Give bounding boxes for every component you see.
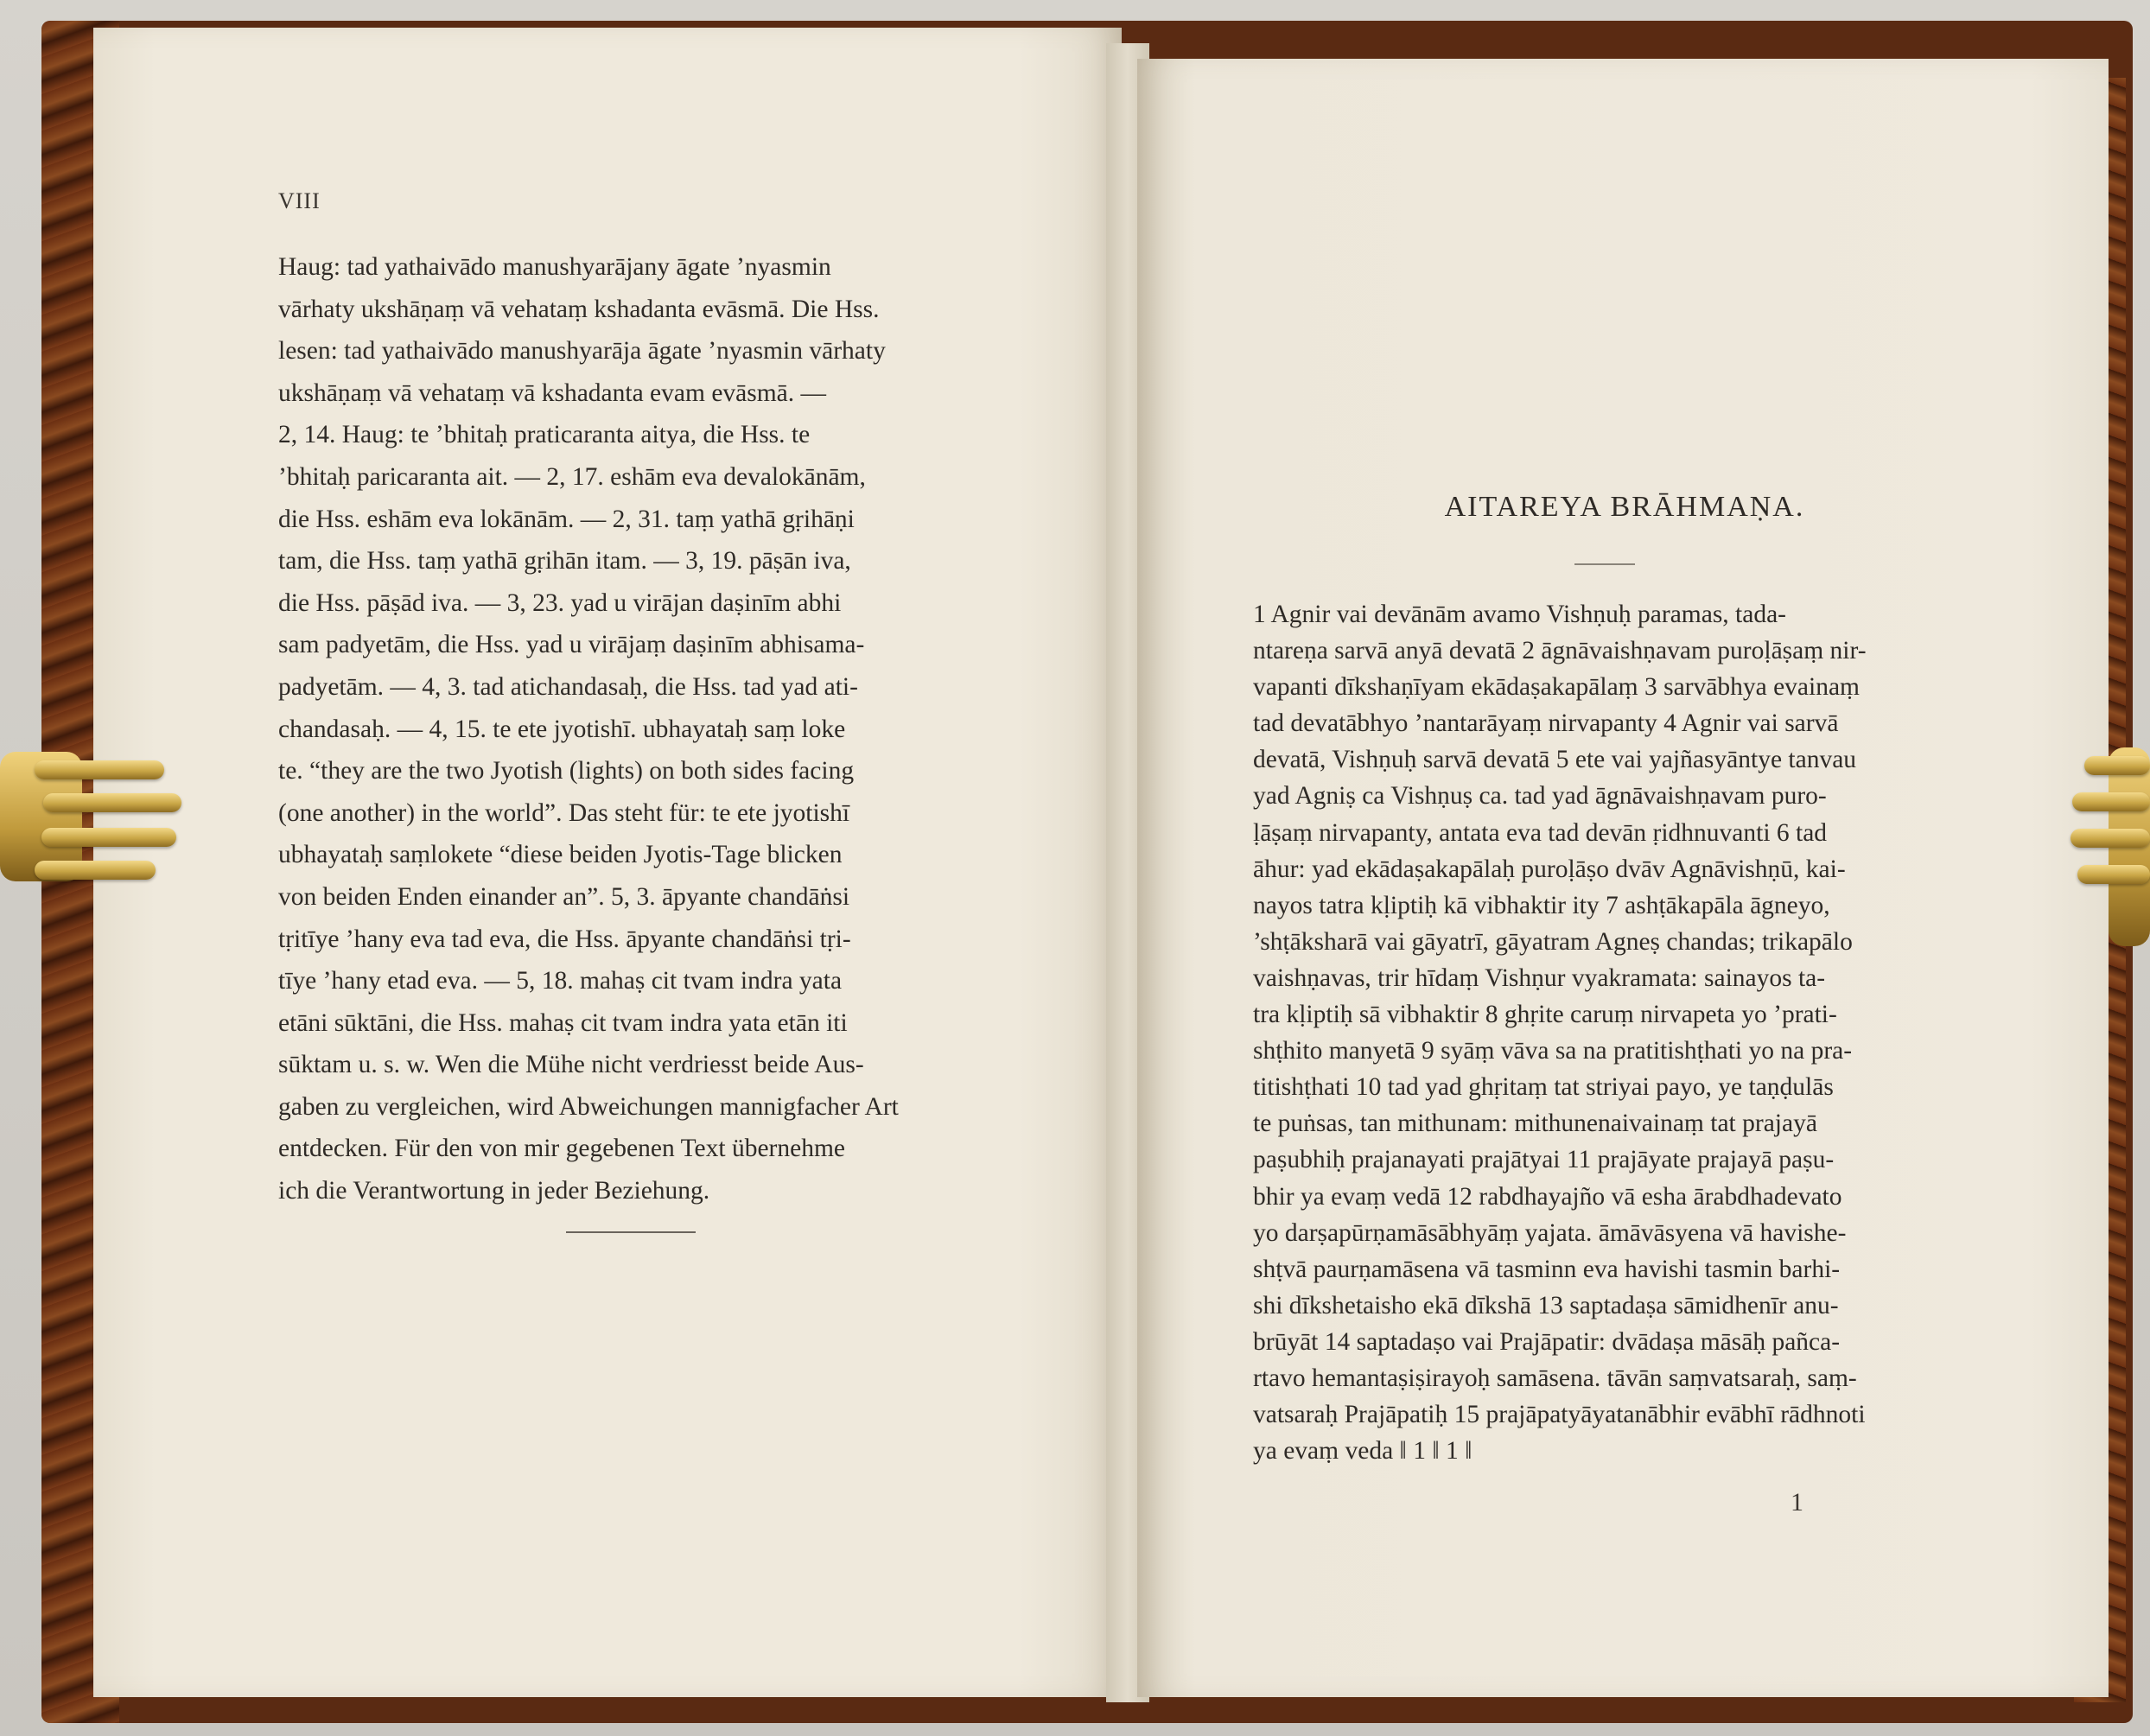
right-text-line: shi dīkshetaisho ekā dīkshā 13 saptadaṣa sāmidhenīr anu- bbox=[1253, 1291, 1839, 1319]
right-text-line: yad Agniṣ ca Vishṇuṣ ca. tad yad āgnāvaishṇavam puro- bbox=[1253, 782, 1827, 811]
right-text-line: paṣubhiḥ prajanayati prajātyai 11 prajāyate prajayā paṣu- bbox=[1253, 1146, 1835, 1174]
left-page-number: VIII bbox=[278, 188, 321, 213]
chapter-title: AITAREYA BRĀHMAṆA. bbox=[1444, 491, 1805, 523]
right-page-number: 1 bbox=[1791, 1488, 1803, 1517]
right-text-line: ya evaṃ veda ǁ 1 ǁ 1 ǁ bbox=[1253, 1437, 1473, 1466]
left-text-line: (one another) in the world”. Das steht für: te ete jyotishī bbox=[278, 798, 850, 827]
right-text-line: brūyāt 14 saptadaṣo vai Prajāpatir: dvādaṣa māsāḥ pañca- bbox=[1253, 1327, 1841, 1356]
right-text-line: tra kḷiptiḥ sā vibhaktir 8 ghṛite caruṃ nirvapeta yo ’prati- bbox=[1253, 1001, 1837, 1029]
right-text-line: bhir ya evaṃ vedā 12 rabdhayajño vā esha ārabdhadevato bbox=[1253, 1182, 1842, 1211]
left-text-line: die Hss. eshām eva lokānām. — 2, 31. taṃ yathā gṛihāṇi bbox=[278, 505, 855, 533]
left-text-line: Haug: tad yathaivādo manushyarājany āgate ’nyasmin bbox=[278, 253, 831, 281]
brass-clip-right bbox=[2065, 722, 2150, 963]
right-text-line: rtavo hemantaṣiṣirayoḥ samāsena. tāvān saṃvatsaraḥ, saṃ- bbox=[1253, 1364, 1857, 1392]
right-text-line: titishṭhati 10 tad yad ghṛitaṃ tat striyai payo, ye taṇḍulās bbox=[1253, 1073, 1834, 1102]
right-text-line: yo darṣapūrṇamāsābhyāṃ yajata. āmāvāsyena vā havishe- bbox=[1253, 1218, 1847, 1247]
right-text-line: nayos tatra kḷiptiḥ kā vibhaktir ity 7 ashṭākapāla āgneyo, bbox=[1253, 891, 1830, 919]
right-text-line: ntareṇa sarvā anyā devatā 2 āgnāvaishṇavam puroḷāṣaṃ nir- bbox=[1253, 637, 1867, 665]
right-text-line: 1 Agnir vai devānām avamo Vishṇuḥ paramas, tada- bbox=[1253, 601, 1787, 628]
left-text-line: sūktam u. s. w. Wen die Mühe nicht verdriesst beide Aus- bbox=[278, 1051, 864, 1079]
left-page-text bbox=[278, 246, 995, 1212]
right-text-line: shṭvā paurṇamāsena vā tasminn eva havishi tasmin barhi- bbox=[1253, 1255, 1841, 1283]
left-text-line: ’bhitaḥ paricaranta ait. — 2, 17. eshām eva devalokānām, bbox=[278, 462, 866, 491]
left-text-line: ukshāṇaṃ vā vehataṃ vā kshadanta evam evāsmā. — bbox=[278, 378, 827, 407]
right-text-line: tad devatābhyo ’nantarāyaṃ nirvapanty 4 Agnir vai sarvā bbox=[1253, 709, 1839, 738]
left-text-line: tam, die Hss. taṃ yathā gṛihān itam. — 3, 19. pāṣān iva, bbox=[278, 547, 851, 575]
left-text-line: von beiden Enden einander an”. 5, 3. āpyante chandāṅsi bbox=[278, 882, 850, 911]
right-text-line: ḷāṣaṃ nirvapanty, antata eva tad devān ṛidhnuvanti 6 tad bbox=[1253, 818, 1828, 847]
right-text-line: vaishṇavas, trir hīdaṃ Vishṇur vyakramata: sainayos ta- bbox=[1253, 963, 1826, 992]
left-text-line: tīye ’hany etad eva. — 5, 18. mahaṣ cit tvam indra yata bbox=[278, 967, 843, 995]
left-text-line: lesen: tad yathaivādo manushyarāja āgate ’nyasmin vārhaty bbox=[278, 337, 886, 366]
right-text-line: te puṅsas, tan mithunam: mithunenaivainaṃ tat prajayā bbox=[1253, 1110, 1817, 1138]
right-text-line: āhur: yad ekādaṣakapālaḥ puroḷāṣo dvāv Agnāvishṇū, kai- bbox=[1253, 855, 1846, 883]
left-text-line: die Hss. pāṣād iva. — 3, 23. yad u virājan daṣinīm abhi bbox=[278, 588, 842, 617]
left-text-line: chandasaḥ. — 4, 15. te ete jyotishī. ubhayataḥ saṃ loke bbox=[278, 715, 846, 743]
right-text-line: vatsaraḥ Prajāpatiḥ 15 prajāpatyāyatanābhir evābhī rādhnoti bbox=[1253, 1401, 1866, 1429]
title-rule bbox=[1574, 563, 1635, 565]
right-text-line: vapanti dīkshaṇīyam ekādaṣakapālaṃ 3 sarvābhya evainaṃ bbox=[1253, 673, 1860, 702]
right-text-line: devatā, Vishṇuḥ sarvā devatā 5 ete vai yajñasyāntye tanvau bbox=[1253, 746, 1857, 774]
left-text-line: tṛitīye ’hany eva tad eva, die Hss. āpyante chandāṅsi tṛi- bbox=[278, 925, 851, 953]
right-page-text bbox=[1253, 596, 1946, 1469]
left-text-line: entdecken. Für den von mir gegebenen Text übernehme bbox=[278, 1135, 846, 1163]
left-text-line: 2, 14. Haug: te ’bhitaḥ praticaranta aitya, die Hss. te bbox=[278, 421, 811, 449]
left-text-line: etāni sūktāni, die Hss. mahaṣ cit tvam indra yata etān iti bbox=[278, 1008, 848, 1037]
left-text-line: vārhaty ukshāṇaṃ vā vehataṃ kshadanta evāsmā. Die Hss. bbox=[278, 295, 880, 323]
left-text-line: ubhayataḥ saṃlokete “diese beiden Jyotis-Tage blicken bbox=[278, 841, 843, 869]
left-text-line: te. “they are the two Jyotish (lights) on both sides facing bbox=[278, 757, 855, 785]
left-text-line: ich die Verantwortung in jeder Beziehung. bbox=[278, 1177, 710, 1205]
left-text-line: gaben zu vergleichen, wird Abweichungen mannigfacher Art bbox=[278, 1092, 899, 1121]
right-text-line: shṭhito manyetā 9 syāṃ vāva sa na pratitishṭhati yo na pra- bbox=[1253, 1037, 1853, 1065]
brass-clip-left bbox=[0, 734, 181, 907]
left-text-line: padyetām. — 4, 3. tad atichandasaḥ, die Hss. tad yad ati- bbox=[278, 672, 858, 701]
left-text-line: sam padyetām, die Hss. yad u virājaṃ daṣinīm abhisama- bbox=[278, 631, 865, 659]
left-end-rule bbox=[566, 1231, 696, 1233]
right-text-line: ’shṭāksharā vai gāyatrī, gāyatram Agneṣ chandas; trikapālo bbox=[1253, 927, 1853, 956]
